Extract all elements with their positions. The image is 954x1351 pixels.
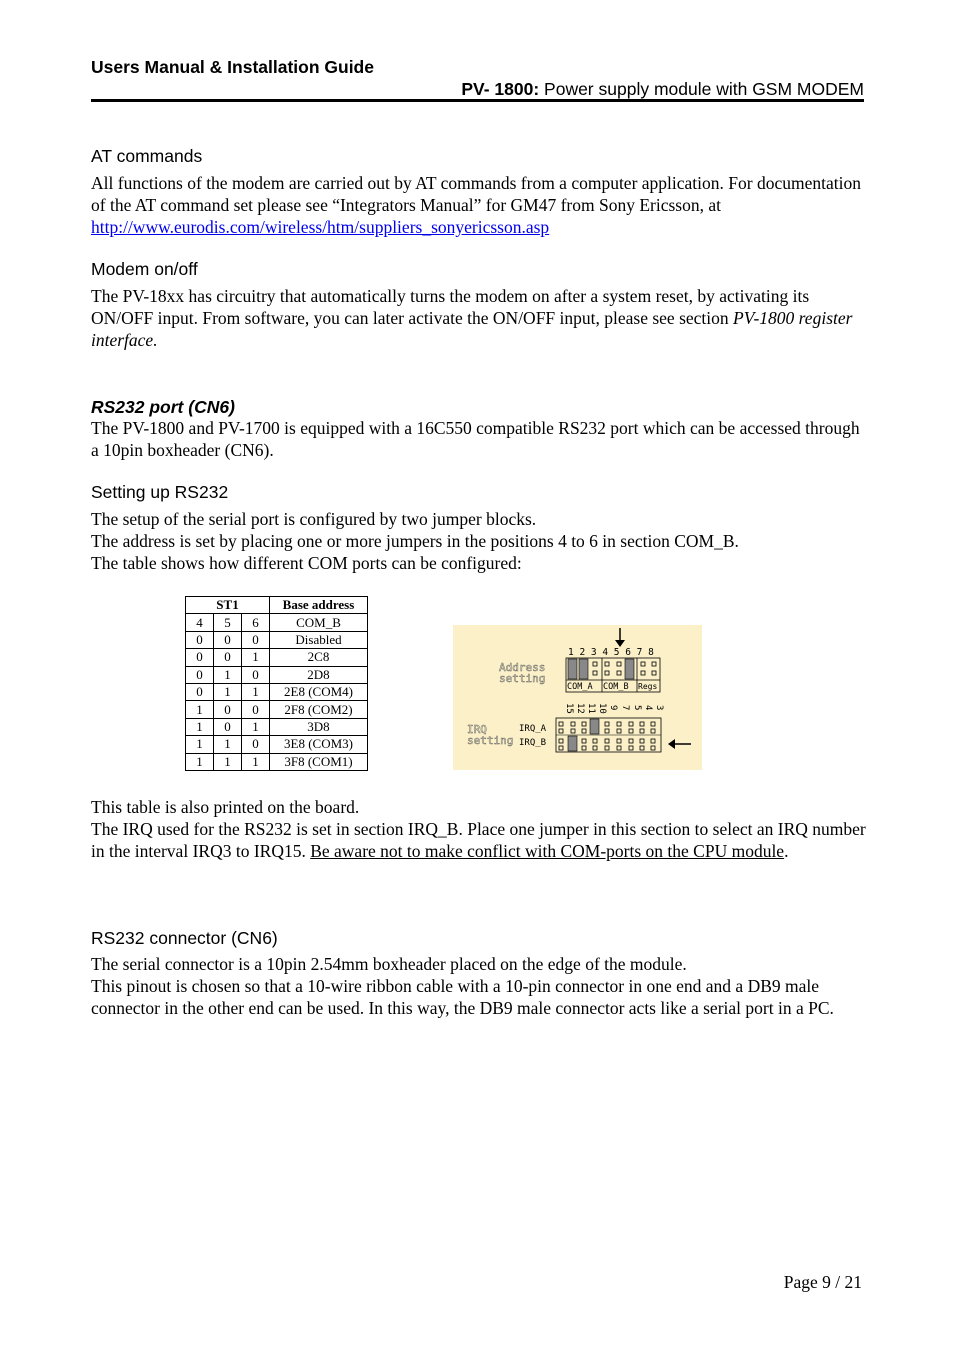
document-subtitle (461, 79, 864, 100)
table-cell: 1 (214, 753, 242, 770)
irq-b-label: IRQ_B (519, 738, 547, 748)
irq-number: 9 (608, 705, 618, 711)
table-col-label: COM_B (270, 614, 368, 631)
irq-number: 11 (586, 703, 596, 714)
modem-text: The PV-18xx has circuitry that automatically turns the modem on after a system reset, by activating its ON/OFF input. From software, you can later activate the ON/OFF input, please see section (91, 286, 810, 329)
table-cell: 1 (242, 683, 270, 700)
table-cell: 3D8 (270, 718, 368, 735)
section-regs-label: Regs (638, 682, 658, 691)
page-number: Page 9 / 21 (783, 1272, 862, 1292)
connector-line: This pinout is chosen so that a 10-wire ribbon cable with a 10-pin connector in one end and a DB9 male connector in the other end can be used. In this way, the DB9 male connector acts like a serial port in a PC. (91, 976, 834, 1019)
table-cell: 0 (214, 649, 242, 666)
com-address-table (185, 596, 368, 771)
irq-number: 15 (564, 703, 574, 714)
table-cell: 1 (242, 649, 270, 666)
paragraph-irq (91, 796, 866, 863)
setup-line: The table shows how different COM ports can be configured: (91, 553, 522, 574)
paragraph-rs232-port: The PV-1800 and PV-1700 is equipped with a 16C550 compatible RS232 port which can be accessed through a 10pin boxheader (CN6). (91, 418, 860, 461)
table-cell: 0 (214, 631, 242, 648)
table-row (186, 753, 368, 770)
table-cell: 1 (186, 718, 214, 735)
table-cell: 2D8 (270, 666, 368, 683)
table-header-st1: ST1 (186, 597, 270, 614)
header-rule (91, 99, 864, 102)
table-cell: 1 (242, 753, 270, 770)
sony-ericsson-link[interactable]: http://www.eurodis.com/wireless/htm/suppliers_sonyericsson.asp (91, 217, 550, 238)
table-cell: 2F8 (COM2) (270, 701, 368, 718)
table-cell: 1 (214, 666, 242, 683)
table-header-base-address: Base address (270, 597, 368, 614)
irq-number: 12 (575, 703, 585, 714)
arrow-left-icon (668, 739, 675, 749)
table-cell: 2C8 (270, 649, 368, 666)
table-cell: 1 (214, 683, 242, 700)
irq-number: 3 (654, 705, 664, 711)
table-row (186, 683, 368, 700)
paragraph-at-commands (91, 172, 866, 239)
board-print-note: This table is also printed on the board. (91, 797, 360, 817)
table-col-label: 6 (242, 614, 270, 631)
at-commands-text: All functions of the modem are carried out by AT commands from a computer application. For documentation of the AT command set please see “Integrators Manual” for GM47 from Sony Ericsson, at (91, 173, 861, 216)
irq-note (91, 818, 866, 862)
irq-number-labels (564, 703, 664, 714)
irq-jumper-block (556, 718, 661, 752)
table-header-row (186, 597, 368, 614)
section-com-a-label: COM_A (567, 682, 593, 692)
jumper-board-svg (453, 625, 702, 770)
table-cell: 0 (186, 631, 214, 648)
table-cell: Disabled (270, 631, 368, 648)
irq-number: 5 (632, 705, 642, 711)
table-cell: 0 (186, 666, 214, 683)
product-description: Power supply module with GSM MODEM (539, 79, 864, 99)
irq-setting-label: setting (467, 734, 514, 747)
table-cell: 1 (186, 736, 214, 753)
paragraph-modem (91, 285, 866, 352)
irq-text-end: . (784, 841, 789, 862)
table-column-row (186, 614, 368, 631)
table-cell: 3E8 (COM3) (270, 736, 368, 753)
table-cell: 0 (214, 701, 242, 718)
table-row (186, 666, 368, 683)
table-col-label: 4 (186, 614, 214, 631)
table-cell: 3F8 (COM1) (270, 753, 368, 770)
register-interface-reference: PV-1800 register interface. (91, 308, 853, 351)
irq-number: 10 (597, 703, 607, 714)
jumper-position-numbers: 1 2 3 4 5 6 7 8 (568, 647, 654, 658)
heading-rs232-connector: RS232 connector (CN6) (91, 928, 278, 948)
table-cell: 1 (242, 718, 270, 735)
arrow-down-icon (615, 640, 625, 647)
table-row (186, 631, 368, 648)
heading-setting-up-rs232: Setting up RS232 (91, 482, 229, 502)
conflict-warning: Be aware not to make conflict with COM-ports on the CPU module (310, 841, 785, 862)
irq-number: 4 (643, 705, 653, 711)
paragraph-connector (91, 953, 866, 1020)
table-row (186, 649, 368, 666)
irq-number: 7 (620, 705, 630, 711)
jumper-board-diagram (453, 625, 702, 770)
table-cell: 0 (186, 683, 214, 700)
table-cell: 1 (186, 701, 214, 718)
irq-setting-label: IRQ (467, 723, 487, 736)
table-cell: 0 (214, 718, 242, 735)
paragraph-setup (91, 508, 866, 575)
heading-modem-on-off: Modem on/off (91, 259, 198, 279)
table-cell: 1 (214, 736, 242, 753)
heading-rs232-port: RS232 port (CN6) (91, 397, 235, 417)
setup-line: The address is set by placing one or more jumpers in the positions 4 to 6 in section COM_B. (91, 531, 739, 552)
table-cell: 0 (242, 701, 270, 718)
table-cell: 0 (186, 649, 214, 666)
table-col-label: 5 (214, 614, 242, 631)
irq-text: The IRQ used for the RS232 is set in section IRQ_B. Place one jumper in this section to select an IRQ number in the interval IRQ3 to IRQ15. (91, 819, 866, 862)
irq-a-label: IRQ_A (519, 724, 547, 734)
connector-line: The serial connector is a 10pin 2.54mm boxheader placed on the edge of the module. (91, 954, 687, 974)
table-cell: 2E8 (COM4) (270, 683, 368, 700)
table-cell: 0 (242, 666, 270, 683)
table-cell: 0 (242, 736, 270, 753)
table-row (186, 701, 368, 718)
product-name: PV- 1800: (461, 79, 540, 99)
address-setting-label: setting (499, 672, 546, 685)
table-cell: 1 (186, 753, 214, 770)
address-setting-label: Address (499, 661, 546, 674)
table-cell: 0 (242, 631, 270, 648)
setup-line: The setup of the serial port is configured by two jumper blocks. (91, 509, 537, 529)
heading-at-commands: AT commands (91, 146, 203, 166)
document-title: Users Manual & Installation Guide (91, 57, 374, 77)
section-com-b-label: COM_B (603, 682, 629, 692)
table-row (186, 718, 368, 735)
table-row (186, 736, 368, 753)
